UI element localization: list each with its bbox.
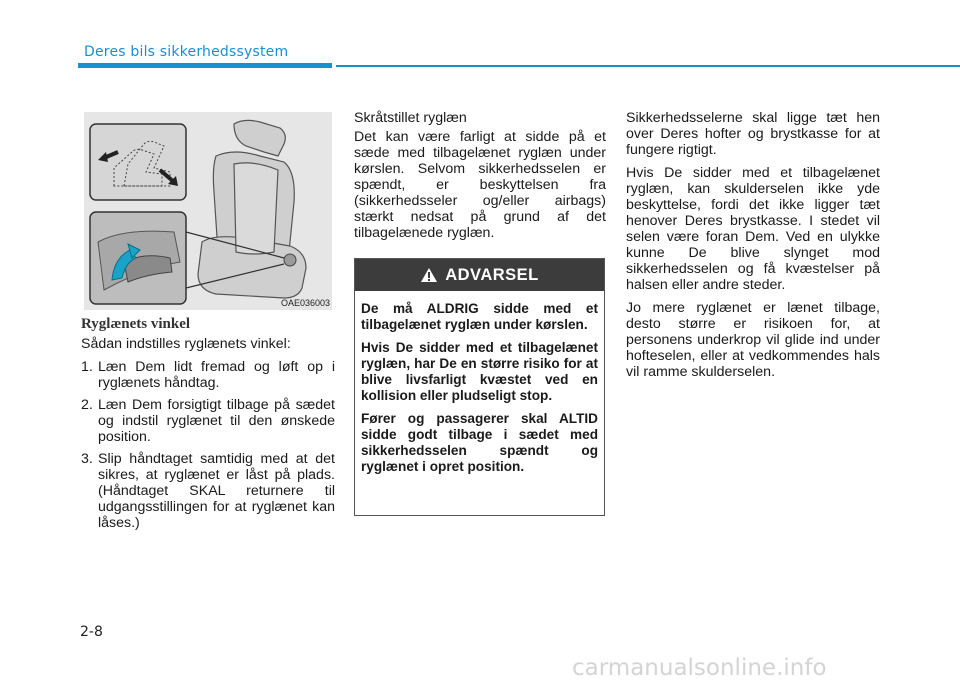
- step-number: 3.: [81, 451, 93, 467]
- header-rule-thin: [336, 65, 960, 67]
- warning-triangle-icon: [420, 267, 438, 283]
- warning-title: ADVARSEL: [445, 265, 539, 284]
- warning-body: [355, 291, 604, 475]
- step-text: Slip håndtaget samtidig med at det sikres, at ryglænet er låst på plads. (Håndtaget SKAL returnere til udgangsstillingen for at ryglænet kan låses.): [98, 451, 335, 531]
- middle-column: [354, 110, 606, 248]
- figure-code: OAE036003: [280, 298, 330, 308]
- recline-direction-inset: [90, 124, 186, 200]
- warning-paragraph: Hvis De sidder med et tilbagelænet ryglæn, har De en større risiko for at blive livsfarligt kvæstet ved en kollision eller pludseligt stop.: [361, 340, 598, 403]
- section-title: Deres bils sikkerhedssystem: [84, 44, 289, 60]
- body-paragraph: Hvis De sidder med et tilbagelænet ryglæn, kan skulderselen ikke yde beskyttelse, fordi det ikke ligger tæt henover Deres brystkasse. I stedet vil selen være foran Dem. Ved en ulykke kunne De blive slynget mod sikkerhedsselen og få kvæstelser på halsen eller andre steder.: [626, 165, 880, 293]
- seat-illustration-graphic: [84, 112, 332, 310]
- recline-lever-marker: [284, 254, 296, 266]
- section-subheading: Skråtstillet ryglæn: [354, 110, 467, 126]
- warning-paragraph: Fører og passagerer skal ALTID sidde godt tilbage i sædet med sikkerhedsselen spændt og ryglænet i opret position.: [361, 411, 598, 474]
- step-number: 2.: [81, 397, 93, 413]
- right-column: [626, 110, 880, 387]
- left-column: [81, 316, 335, 537]
- body-paragraph: Det kan være farligt at sidde på et sæde med tilbagelænet ryglæn under kørslen. Selvom sikkerhedsselen er spændt, er beskyttelsen fra (sikkerhedsseler og/eller airbags) stærkt nedsat på grund af det tilbagelænede ryglæn.: [354, 129, 606, 241]
- intro-paragraph: Sådan indstilles ryglænets vinkel:: [81, 336, 291, 352]
- warning-box: [354, 258, 605, 516]
- adjustment-steps: [81, 359, 335, 531]
- lever-closeup-inset: [90, 212, 186, 304]
- step-number: 1.: [81, 359, 93, 375]
- header-rule-thick: [78, 63, 332, 68]
- step-item: [81, 397, 335, 445]
- section-subheading: Ryglænets vinkel: [81, 316, 191, 332]
- watermark: carmanualsonline.info: [572, 655, 827, 681]
- warning-header: [355, 259, 604, 291]
- page-number: 2-8: [80, 624, 103, 640]
- step-item: [81, 451, 335, 531]
- step-item: [81, 359, 335, 391]
- step-text: Læn Dem lidt fremad og løft op i ryglænets håndtag.: [98, 359, 335, 391]
- seat-recline-illustration: [84, 112, 332, 310]
- warning-paragraph: De må ALDRIG sidde med et tilbagelænet ryglæn under kørslen.: [361, 301, 598, 332]
- body-paragraph: Jo mere ryglænet er lænet tilbage, desto større er risikoen for, at personens underkrop vil glide ind under hofteselen, eller at vedkommendes hals vil ramme skulderselen.: [626, 300, 880, 380]
- step-text: Læn Dem forsigtigt tilbage på sædet og indstil ryglænet til den ønskede position.: [98, 397, 335, 445]
- body-paragraph: Sikkerhedsselerne skal ligge tæt hen over Deres hofter og brystkasse for at fungere rigtigt.: [626, 110, 880, 158]
